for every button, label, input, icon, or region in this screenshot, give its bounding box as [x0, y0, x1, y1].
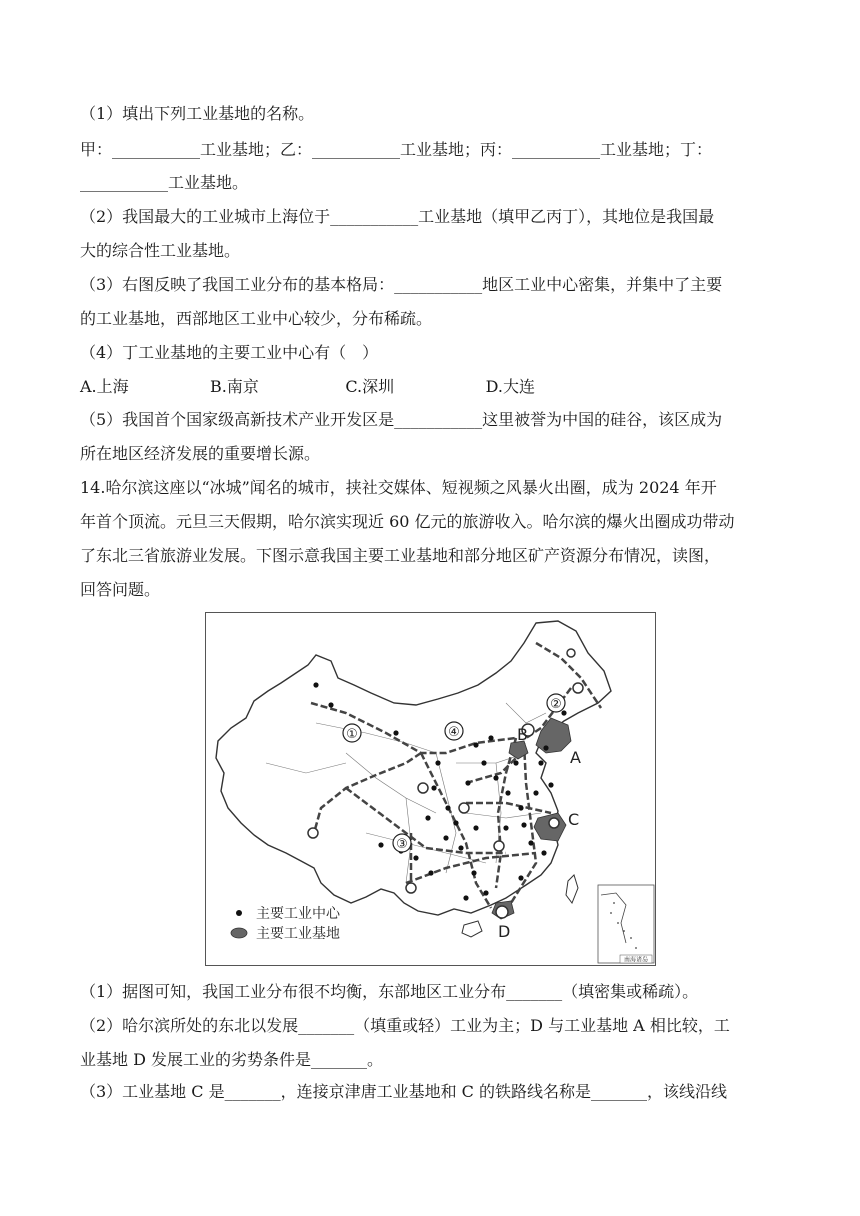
legend-dot-icon — [236, 910, 242, 916]
base-B-label: B — [517, 725, 528, 744]
text-line: 所在地区经济发展的重要增长源。 — [80, 444, 321, 463]
text-line: 14.哈尔滨这座以“冰城”闻名的城市，挟社交媒体、短视频之风暴火出圈，成为 2024 年开 — [80, 478, 717, 497]
map-drawing — [206, 613, 655, 965]
hainan-island — [462, 921, 482, 937]
base-D-label: D — [498, 922, 511, 941]
text-line: （5）我国首个国家级高新技术产业开发区是___________这里被誉为中国的硅谷，该区成为 — [80, 410, 723, 429]
text-line: （2）哈尔滨所处的东北以发展_______（填重或轻）工业为主；D 与工业基地 A 相比较，工 — [80, 1016, 730, 1035]
text-line: 回答问题。 — [80, 580, 161, 599]
text-line: A.上海 B.南京 C.深圳 D.大连 — [80, 377, 535, 396]
legend-center-label: 主要工业中心 — [256, 906, 340, 922]
text-line: ___________工业基地。 — [80, 173, 249, 192]
text-line: （1）填出下列工业基地的名称。 — [80, 104, 315, 123]
text-line: 年首个顶流。元旦三天假期，哈尔滨实现近 60 亿元的旅游收入。哈尔滨的爆火出圈成功带动 — [80, 512, 735, 531]
text-line: 业基地 D 发展工业的劣势条件是_______。 — [80, 1050, 384, 1069]
text-line: （1）据图可知，我国工业分布很不均衡，东部地区工业分布_______（填密集或稀疏）。 — [80, 982, 699, 1001]
number-4-label: ④ — [448, 725, 460, 740]
text-line: （2）我国最大的工业城市上海位于___________工业基地（填甲乙丙丁），其地位是我国最 — [80, 207, 715, 226]
text-line: 的工业基地，西部地区工业中心较少，分布稀疏。 — [80, 309, 433, 328]
text-line: 大的综合性工业基地。 — [80, 241, 241, 260]
text-line: 了东北三省旅游业发展。下图示意我国主要工业基地和部分地区矿产资源分布情况，读图， — [80, 546, 721, 565]
china-outline — [216, 621, 611, 915]
map-legend — [231, 905, 341, 942]
number-3-label: ③ — [396, 837, 408, 852]
inset-label: 南海诸岛 — [623, 956, 649, 964]
text-line: （4）丁工业基地的主要工业中心有（ ） — [80, 343, 379, 362]
south-sea-inset — [598, 885, 654, 964]
base-C-label: C — [568, 810, 580, 829]
base-A-label: A — [570, 748, 581, 767]
text-line: 甲：___________工业基地；乙：___________工业基地；丙：___________工业基地；丁： — [80, 140, 713, 159]
text-line: （3）右图反映了我国工业分布的基本格局：___________地区工业中心密集，并集中了主要 — [80, 275, 723, 294]
legend-base-icon — [231, 928, 247, 938]
text-line: （3）工业基地 C 是_______，连接京津唐工业基地和 C 的铁路线名称是_______，该线沿线 — [80, 1082, 728, 1101]
china-industry-map — [205, 612, 656, 966]
taiwan-island — [566, 875, 578, 903]
number-2-label: ② — [550, 697, 562, 712]
number-1-label: ① — [346, 727, 358, 742]
legend-base-label: 主要工业基地 — [256, 926, 340, 942]
